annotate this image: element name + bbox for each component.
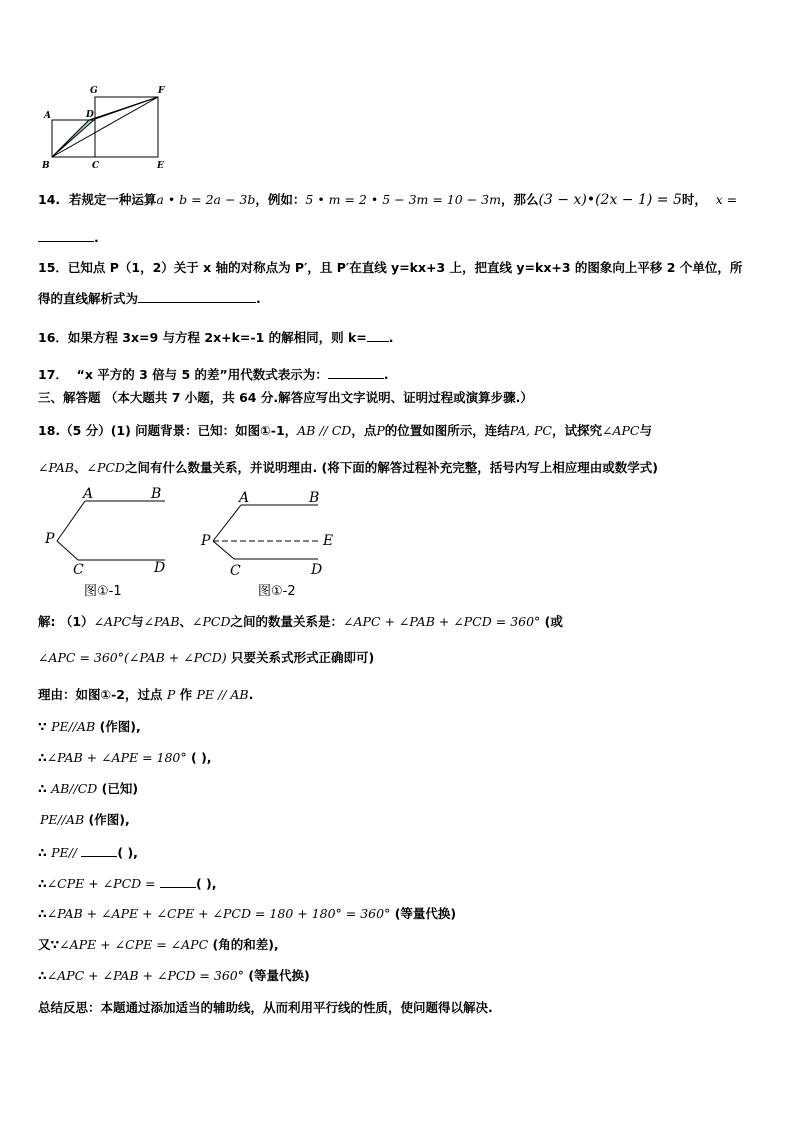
segment-pc [213, 541, 234, 559]
q18-text-f: 、 [73, 460, 87, 475]
q16-end: . [388, 330, 394, 345]
proof-5-sym: ∴ [38, 845, 47, 860]
q14-text1: 若规定一种运算 [68, 192, 157, 207]
q18-text-b: ，点 [351, 423, 377, 438]
proof-8-eq: ∠APE + ∠CPE = ∠APC [59, 937, 209, 952]
proof-8-reason: (角的和差), [212, 937, 279, 952]
q15-end: . [256, 291, 261, 306]
q15-blank[interactable] [138, 290, 256, 303]
proof-6-sym: ∴ [38, 876, 47, 891]
q14-end: . [94, 230, 99, 245]
q18-pa-pc: PA, PC [509, 423, 552, 438]
q18-text-d: ，试探究 [551, 423, 602, 438]
label-c: C [92, 161, 100, 171]
q17-blank[interactable] [328, 366, 384, 379]
q14-example: 5 • m = 2 • 5 − 3m = 10 − 3m [305, 192, 501, 207]
q14-blank[interactable] [38, 229, 94, 242]
proof-9-reason: (等量代换) [248, 968, 310, 983]
proof-line-6 [38, 875, 217, 892]
reason-a: 理由：如图①-2，过点 [38, 687, 163, 702]
q18-p: P [376, 423, 385, 438]
fig1-label-a: A [83, 486, 94, 502]
fig2-label-c: C [230, 563, 241, 579]
q14-text4: 时， [681, 192, 707, 207]
fig1-label-d: D [154, 560, 166, 576]
proof-2-sym: ∴ [38, 750, 47, 765]
fig2-label-d: D [311, 562, 323, 578]
label-d: D [86, 110, 94, 120]
q14-answer-line [38, 229, 99, 246]
proof-2-eq: ∠PAB + ∠APE = 180° [46, 750, 187, 765]
proof-9-eq: ∠APC + ∠PAB + ∠PCD = 360° [46, 968, 244, 983]
question-18-line1 [38, 423, 652, 439]
figure-1-1 [40, 486, 180, 602]
q14-equation: (3 − x)•(2x − 1) = 5 [538, 192, 682, 208]
question-17 [38, 366, 389, 383]
q18-ab-cd: AB // CD [297, 423, 352, 438]
segment-pa [213, 505, 241, 541]
label-e: E [157, 161, 164, 171]
q18-pab: ∠PAB [38, 460, 74, 475]
proof-8-sym: 又∵ [38, 937, 60, 952]
proof-5-reason[interactable]: ( ), [117, 845, 138, 860]
line-bf [52, 97, 158, 157]
proof-2-reason[interactable]: ( ), [191, 750, 212, 765]
sol-s1-d: 之间的数量关系是： [230, 614, 344, 629]
q18-text-e: 与 [639, 423, 652, 438]
q18-text-a: 18.（5 分）(1) 问题背景：已知：如图①-1， [38, 423, 298, 438]
proof-5-eq: PE// [51, 845, 78, 860]
proof-7-eq: ∠PAB + ∠APE + ∠CPE + ∠PCD = 180 + 180° = 360° [46, 906, 391, 921]
q18-pcd: ∠PCD [86, 460, 125, 475]
q17-end: . [383, 367, 389, 382]
proof-line-2 [38, 750, 212, 766]
fig1-label-c: C [73, 562, 84, 578]
fig2-label-b: B [309, 490, 320, 506]
sol-s1-a: 解: （1） [38, 614, 94, 629]
proof-line-7 [38, 906, 456, 922]
proof-line-9 [38, 968, 310, 984]
proof-1-sym: ∵ [38, 719, 47, 734]
proof-6-reason[interactable]: ( ), [195, 876, 217, 891]
proof-3-eq: AB//CD [51, 781, 98, 796]
q14-number: 14. [38, 192, 61, 207]
sol-s1-pab: ∠PAB [143, 614, 180, 629]
segment-pc [57, 541, 78, 560]
proof-6-eq: ∠CPE + ∠PCD = [46, 876, 156, 891]
proof-5-blank[interactable] [81, 844, 117, 857]
proof-3-sym: ∴ [38, 781, 47, 796]
question-15-line1: 15．已知点 P（1，2）关于 x 轴的对称点为 P′，且 P′在直线 y=kx+3 上，把直线 y=kx+3 的图象向上平移 2 个单位，所 [38, 260, 743, 275]
question-15-line2 [38, 290, 261, 307]
question-16 [38, 329, 394, 346]
sol-s1-equation: ∠APC + ∠PAB + ∠PCD = 360° [343, 614, 541, 629]
sol-s2-equation: ∠APC = 360°(∠PAB + ∠PCD) [38, 650, 227, 665]
question-18-line2 [38, 460, 658, 476]
proof-line-8 [38, 937, 279, 953]
reason-b: 作 [179, 687, 193, 702]
question-14 [38, 192, 737, 208]
proof-line-3 [38, 781, 138, 797]
fig2-label-e: E [323, 533, 334, 549]
q14-variable: x = [715, 192, 738, 207]
summary: 总结反思：本题通过添加适当的辅助线，从而利用平行线的性质，使问题得以解决. [38, 1000, 493, 1015]
q14-text3: ，那么 [500, 192, 539, 207]
q18-text-c: 的位置如图所示，连结 [384, 423, 510, 438]
fig1-label-b: B [151, 486, 162, 502]
q18-apc: ∠APC [602, 423, 640, 438]
q17-number: 17． [38, 367, 68, 382]
proof-3-reason: (已知) [101, 781, 139, 796]
sol-s1-c: 、 [179, 614, 193, 629]
sol-s1-b: 与 [131, 614, 144, 629]
proof-4-eq: PE//AB [40, 812, 85, 827]
label-a: A [44, 111, 51, 121]
square-rectangle-figure [36, 84, 176, 174]
proof-line-1 [38, 719, 141, 735]
proof-1-reason: (作图), [99, 719, 141, 734]
fig2-label-a: A [239, 490, 250, 506]
reason-pe-ab: PE // AB [196, 687, 249, 702]
sol-s1-e: (或 [544, 614, 563, 629]
proof-line-5 [38, 844, 138, 861]
sol-s1-pcd: ∠PCD [192, 614, 231, 629]
line-bd [52, 120, 89, 157]
proof-6-blank[interactable] [160, 875, 196, 888]
proof-7-sym: ∴ [38, 906, 47, 921]
fig1-label-p: P [45, 531, 55, 547]
solution-line-2 [38, 650, 374, 666]
q15-text: 得的直线解析式为 [38, 291, 139, 306]
q18-text-g: 之间有什么数量关系，并说明理由. (将下面的解答过程补充完整，括号内写上相应理由或数学式) [124, 460, 658, 475]
fig2-caption: 图①-2 [258, 584, 296, 599]
proof-1-eq: PE//AB [51, 719, 96, 734]
reason-c: . [248, 687, 254, 702]
label-f: F [158, 86, 165, 96]
label-b: B [42, 161, 50, 171]
figure-1-2 [196, 486, 346, 602]
q14-text2: ，例如： [255, 192, 306, 207]
sol-s1-apc: ∠APC [93, 614, 132, 629]
fig2-label-p: P [201, 533, 211, 549]
proof-9-sym: ∴ [38, 968, 47, 983]
reason-line [38, 687, 253, 703]
reason-p: P [166, 687, 176, 702]
solution-line-1 [38, 614, 563, 630]
fig1-caption: 图①-1 [84, 584, 122, 599]
q14-definition: a • b = 2a − 3b [156, 192, 256, 207]
segment-pa [57, 501, 85, 541]
proof-7-reason: (等量代换) [394, 906, 457, 921]
sol-s2-a: 只要关系式形式正确即可) [230, 650, 375, 665]
q17-text: “x 平方的 3 倍与 5 的差”用代数式表示为： [76, 367, 328, 382]
q16-text: 16．如果方程 3x=9 与方程 2x+k=-1 的解相同，则 k= [38, 330, 367, 345]
q16-blank[interactable] [367, 329, 389, 342]
proof-4-reason: (作图), [88, 812, 130, 827]
section-3-heading: 三、解答题 （本大题共 7 小题，共 64 分.解答应写出文字说明、证明过程或演算步骤.） [38, 390, 533, 405]
label-g: G [90, 86, 98, 96]
proof-line-4 [40, 812, 130, 828]
